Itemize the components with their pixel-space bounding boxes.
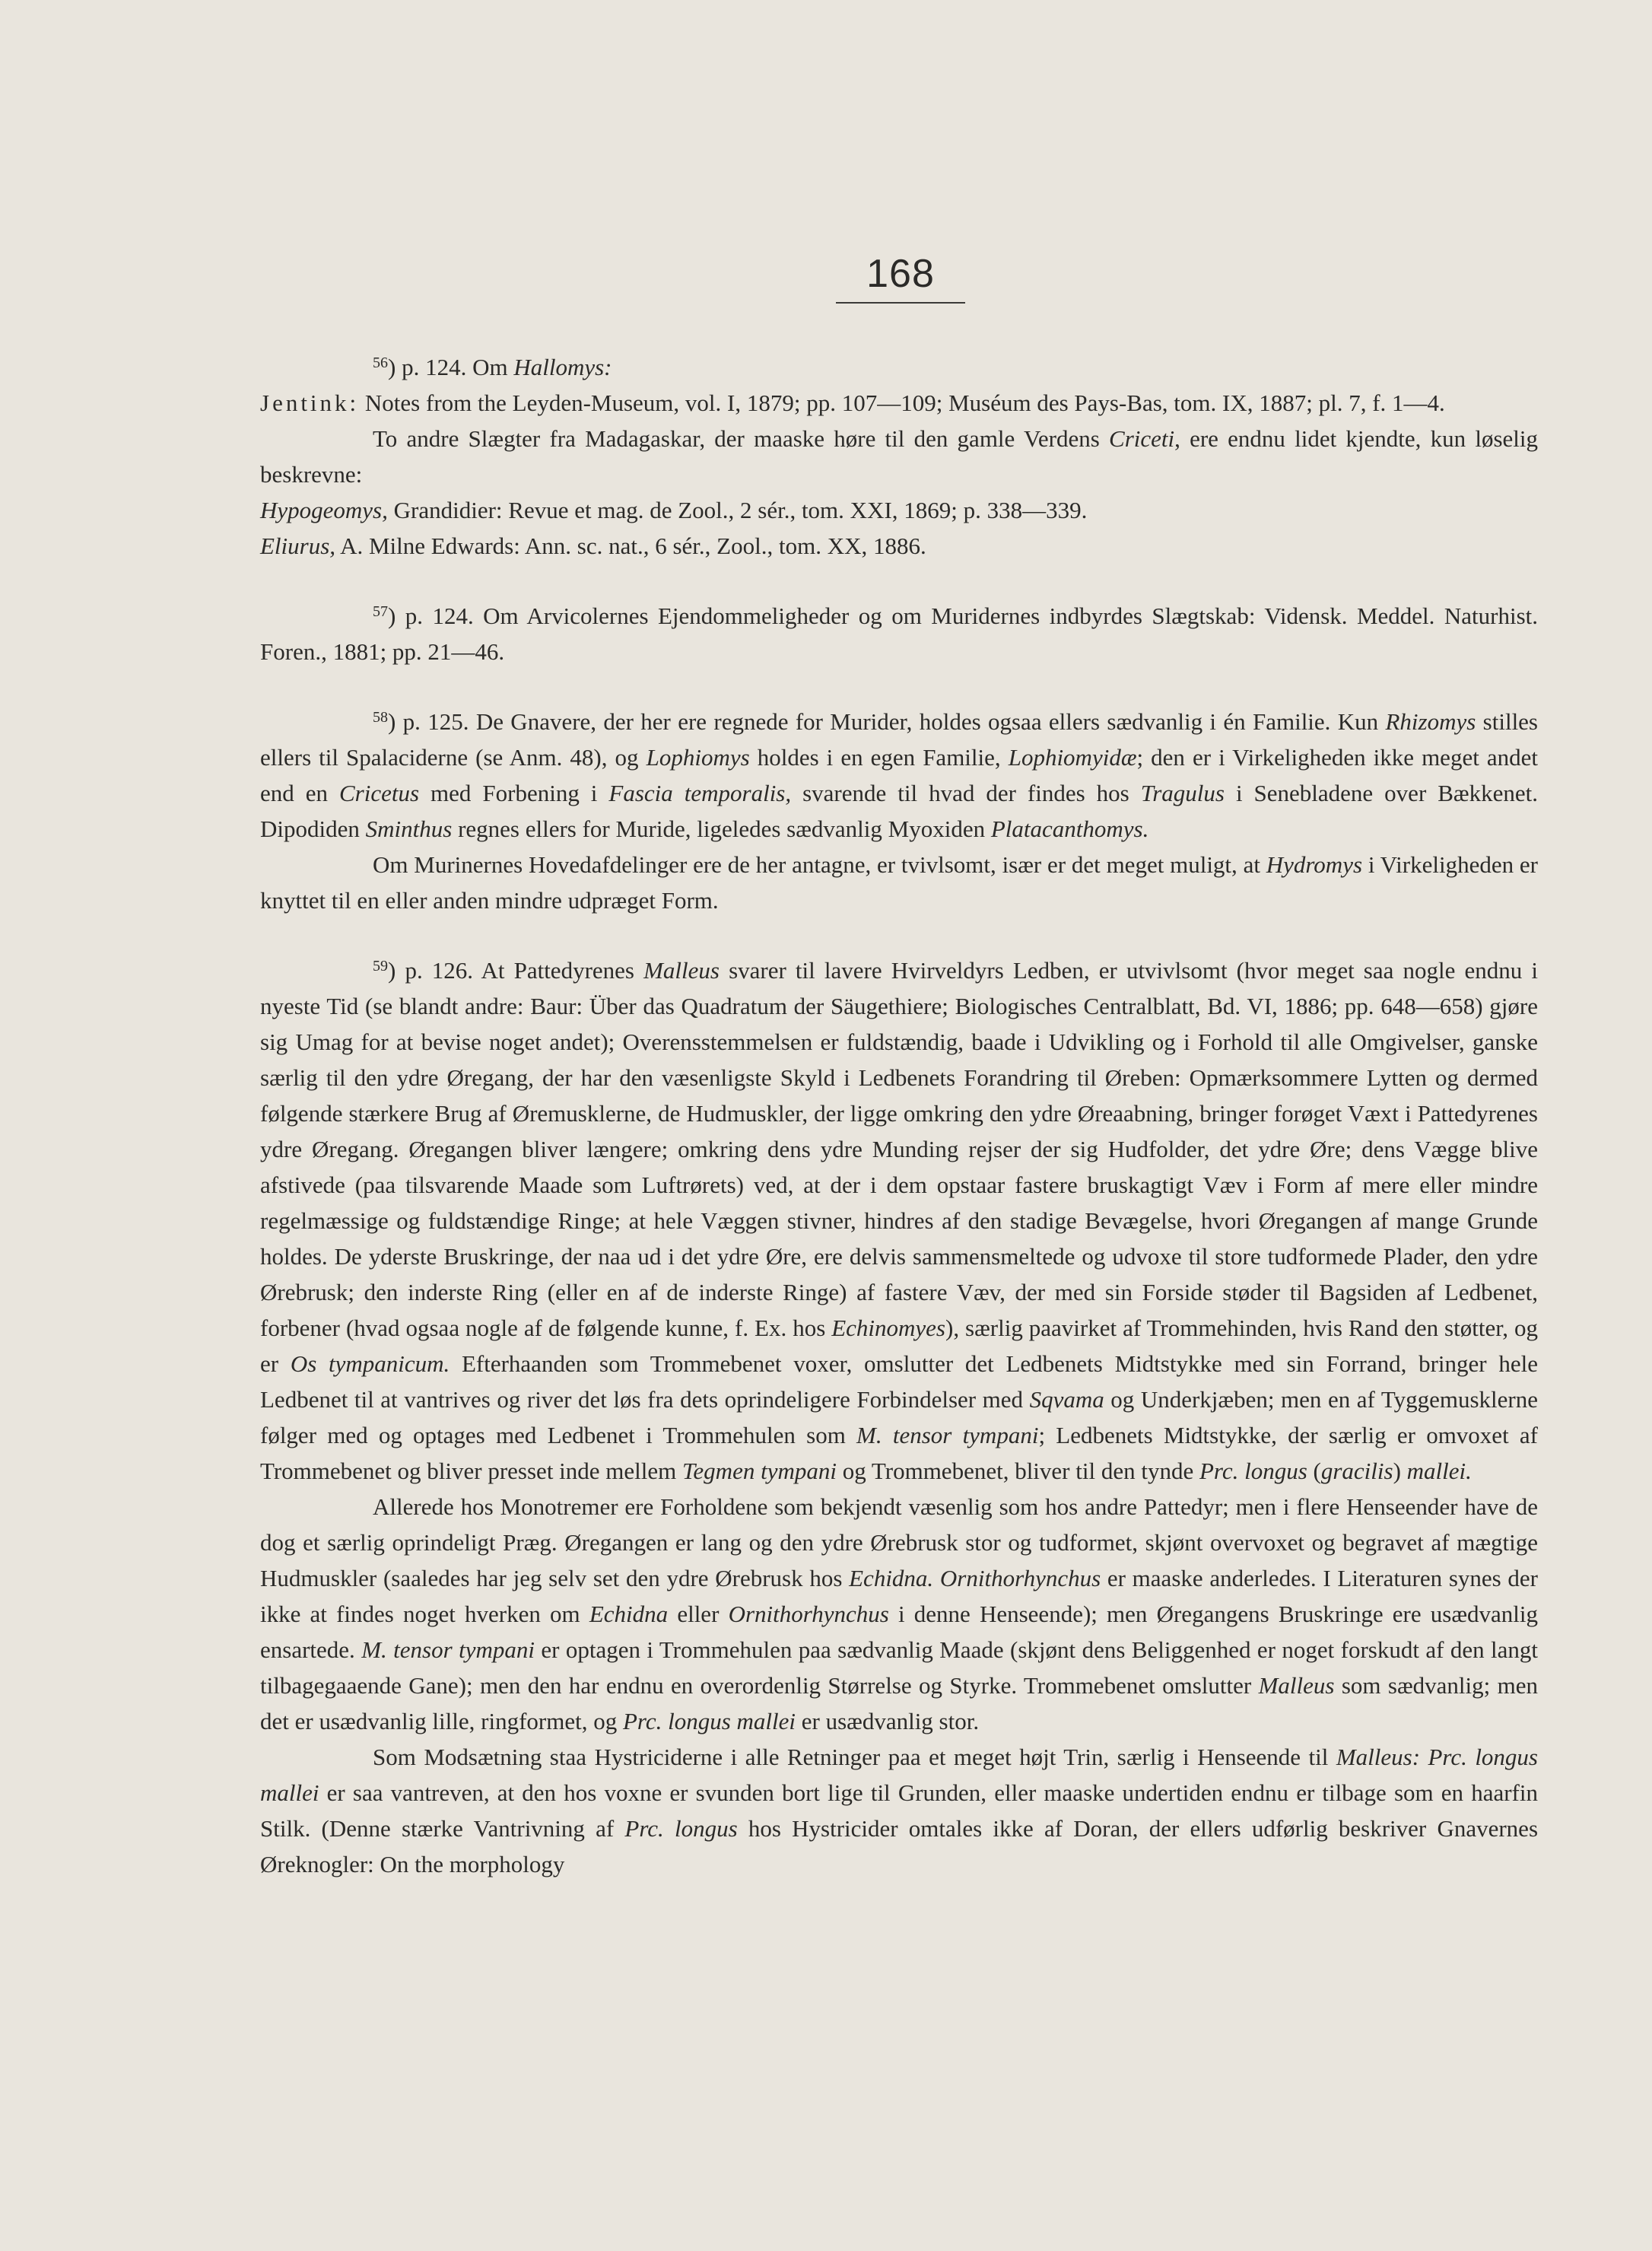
page-number: 168 (866, 252, 935, 296)
note-56-heading: $^{56}$) p. 124. Om Hallomys: (373, 354, 612, 380)
note-58-number: 58 (373, 709, 388, 726)
note-56-reference: Jentink: Notes from the Leyden-Museum, vol. I, 1879; pp. 107—109; Muséum des Pays-Bas, tom. IX, 1887; pl. 7, f. 1—4. (260, 389, 1445, 416)
page-number-rule (836, 302, 965, 304)
note-58-paragraph-2: Om Murinernes Hovedafdelinger ere de her antagne, er tvivlsomt, især er det meget muligt, at Hydromys i Virkeligheden er knyttet til en eller anden mindre udpræget Form. (260, 851, 1538, 914)
note-56-reference-hypogeomys: Hypogeomys, Grandidier: Revue et mag. de Zool., 2 sér., tom. XXI, 1869; p. 338—339. (260, 497, 1088, 523)
note-56-number: 56 (373, 355, 388, 371)
note-58: $^{58}$) p. 125. De Gnavere, der her ere regnede for Murider, holdes ogsaa ellers sædvanlig i én Familie. Kun Rhizomys stilles ellers til Spalaciderne (se Anm. 48), og Lophiomys holdes i en egen Familie, Lophiomyidæ; den er i Virkeligheden ikke meget andet end en Cricetus med Forbening i Fascia temporalis, svarende til hvad der findes hos Tragulus i Senebladene over Bækkenet. Dipodiden Sminthus regnes ellers for Muride, ligeledes sædvanlig Myoxiden Platacanthomys. (260, 708, 1539, 842)
note-59-paragraph-2: Allerede hos Monotremer ere Forholdene som bekjendt væsenlig som hos andre Pattedyr; men i flere Henseender have de dog et særlig oprindeligt Præg. Øregangen er lang og den ydre Ørebrusk stor og tudformet, skjønt overvoxet og begravet af mægtige Hudmuskler (saaledes har jeg selv set den ydre Ørebrusk hos Echidna. Ornithorhynchus er maaske anderledes. I Literaturen synes der ikke at findes noget hverken om Echidna eller Ornithorhynchus i denne Henseende); men Øregangens Bruskringe ere usædvanlig ensartede. M. tensor tympani er optagen i Trommehulen paa sædvanlig Maade (skjønt dens Beliggenhed er noget forskudt af den langt tilbagegaaende Gane); men den har endnu en overordenlig Størrelse og Styrke. Trommebenet omslutter Malleus som sædvanlig; men det er usædvanlig lille, ringformet, og Prc. longus mallei er usædvanlig stor. (260, 1493, 1539, 1734)
taxon-name: Hallomys: (513, 354, 612, 380)
note-59: $^{59}$) p. 126. At Pattedyrenes Malleus svarer til lavere Hvirveldyrs Ledben, er utvivlsomt (hvor meget saa nogle endnu i nyeste Tid (se blandt andre: Baur: Über das Quadratum der Säugethiere; Biologisches Centralblatt, Bd. VI, 1886; pp. 648—658) gjøre sig Umag for at bevise noget andet); Overensstemmelsen er fuldstændig, baade i Udvikling og i Forhold til alle Omgivelser, ganske særlig til den ydre Øregang, der har den væsenligste Skyld i Ledbenets Forandring til Øreben: Opmærksommere Lytten og dermed følgende stærkere Brug af Øremusklerne, de Hudmuskler, der ligge omkring den ydre Øreaabning, bringer forøget Væxt i Pattedyrenes ydre Øregang. Øregangen bliver længere; omkring dens ydre Munding rejser der sig Hudfolder, det ydre Øre; dens Vægge blive afstivede (paa tilsvarende Maade som Luftrørets) ved, at der i dem opstaar fastere bruskagtigt Væv i Form af mere eller mindre regelmæssige og fuldstændige Ringe; at hele Væggen stivner, hindres af den stadige Bevægelse, hvori Øregangen af mange Grunde holdes. De yderste Bruskringe, der naa ud i det ydre Øre, ere delvis sammensmeltede og udvoxe til store tudformede Plader, den ydre Ørebrusk; den inderste Ring (eller en af de inderste Ringe) af fastere Væv, der med sin Forside støder til Bagsiden af Ledbenet, forbener (hvad ogsaa nogle af de følgende kunne, f. Ex. hos Echinomyes), særlig paavirket af Trommehinden, hvis Rand den støtter, og er Os tympanicum. Efterhaanden som Trommebenet voxer, omslutter det Ledbenets Midtstykke med sin Forrand, bringer hele Ledbenet til at vantrives og river det løs fra dets oprindeligere Forbindelser med Sqvama og Underkjæben; men en af Tyggemusklerne følger med og optages med Ledbenet i Trommehulen som M. tensor tympani; Ledbenets Midtstykke, der særlig er omvoxet af Trommebenet og bliver presset inde mellem Tegmen tympani og Trommebenet, bliver til den tynde Prc. longus (gracilis) mallei. (260, 957, 1538, 1484)
note-56-paragraph: To andre Slægter fra Madagaskar, der maaske høre til den gamle Verdens Criceti, ere endnu lidet kjendte, kun løselig beskrevne: (260, 425, 1539, 488)
note-57: $^{57}$) p. 124. Om Arvicolernes Ejendommeligheder og om Muridernes indbyrdes Slægtskab: Vidensk. Meddel. Naturhist. Foren., 1881; pp. 21—46. (260, 602, 1538, 665)
author-name: Jentink: (260, 389, 360, 416)
note-57-number: 57 (373, 603, 388, 620)
note-56-reference-eliurus: Eliurus, A. Milne Edwards: Ann. sc. nat., 6 sér., Zool., tom. XX, 1886. (260, 533, 926, 559)
note-59-paragraph-3: Som Modsætning staa Hystriciderne i alle Retninger paa et meget højt Trin, særlig i Henseende til Malleus: Prc. longus mallei er saa vantreven, at den hos voxne er svunden bort lige til Grunden, eller maaske undertiden endnu er tilbage som en haarfin Stilk. (Denne stærke Vantrivning af Prc. longus hos Hystricider omtales ikke af Doran, der ellers udførlig beskriver Gnavernes Øreknogler: On the morphology (260, 1744, 1539, 1877)
body-text (260, 349, 1538, 1882)
note-59-number: 59 (373, 958, 388, 974)
